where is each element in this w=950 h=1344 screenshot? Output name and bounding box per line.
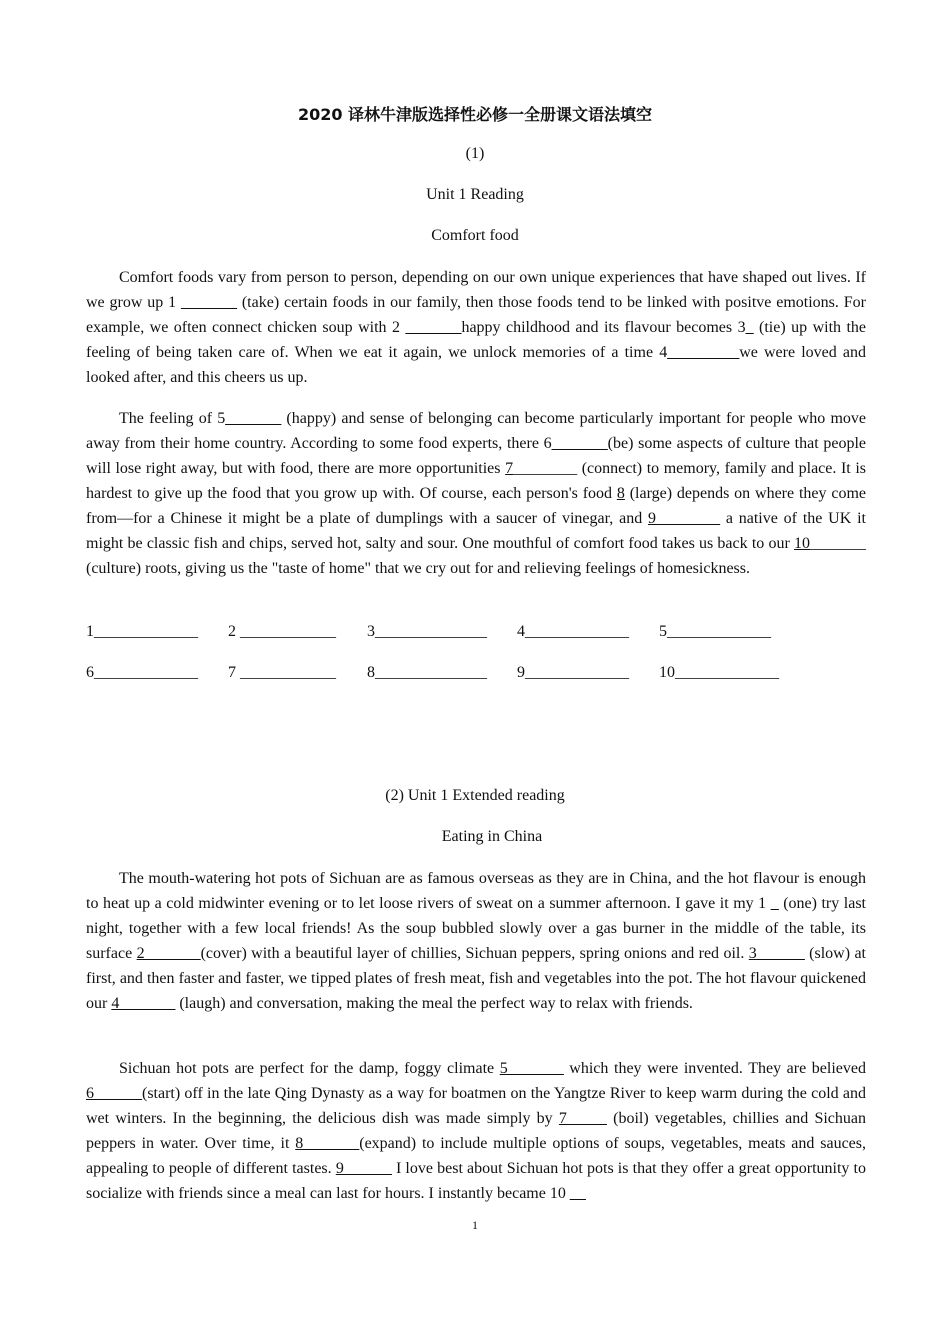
answer-slot-2[interactable]: 2 ____________ bbox=[228, 623, 336, 640]
blank-8: 8_______ bbox=[295, 1135, 360, 1152]
blank-1: _______ bbox=[180, 294, 237, 311]
text-run: (tie) up with the feeling of being taken care of. When we eat it again, we unlock memories of a time 4 bbox=[86, 319, 867, 361]
blank-9: 9______ bbox=[335, 1160, 392, 1177]
blank-2: 2_______ bbox=[136, 945, 201, 962]
text-run: (one) try last night, together with a few local friends! As the soup bubbled slowly over a gas burner in the middle of the table, its surface bbox=[86, 895, 867, 962]
text-run: (take) certain foods in our family, then those foods tend to be linked with positve emotions. For example, we often connect chicken soup with 2 bbox=[86, 294, 866, 336]
answer-slot-1[interactable]: 1_____________ bbox=[86, 623, 198, 640]
blank-5: 5_______ bbox=[499, 1060, 564, 1077]
blank-10: __ bbox=[569, 1185, 586, 1202]
section1-paragraph-2 bbox=[86, 406, 866, 581]
answer-slot-5[interactable]: 5_____________ bbox=[659, 623, 771, 640]
text-run: a native of the UK it might be classic fish and chips, served hot, salty and sour. One mouthful of comfort food takes us back to our bbox=[86, 510, 866, 552]
page-number: 1 bbox=[472, 1218, 478, 1232]
blank-3: 3______ bbox=[748, 945, 805, 962]
section2-unit: (2) Unit 1 Extended reading bbox=[385, 787, 565, 804]
blank-6: 6______ bbox=[86, 1085, 142, 1102]
blank-3: _ bbox=[745, 319, 754, 336]
blank-4: _________ bbox=[667, 344, 740, 361]
text-run: we were loved and looked after, and this cheers us up. bbox=[86, 344, 867, 386]
section1-number: (1) bbox=[465, 145, 485, 162]
text-run: (boil) vegetables, chillies and Sichuan peppers in water. Over time, it bbox=[86, 1110, 866, 1152]
blank-10: 10 bbox=[794, 535, 810, 552]
text-run: happy childhood and its flavour becomes 3 bbox=[461, 319, 746, 336]
answer-slot-8[interactable]: 8______________ bbox=[367, 664, 487, 681]
text-run: (slow) at first, and then faster and faster, we tipped plates of fresh meat, fish and vegetables into the pot. The hot flavour quickened our bbox=[86, 945, 867, 1012]
blank-1: _ bbox=[770, 895, 779, 912]
document-title: 2020 译林牛津版选择性必修一全册课文语法填空 bbox=[297, 105, 653, 124]
section1-paragraph-1 bbox=[86, 265, 866, 390]
blank-9: 9________ bbox=[648, 510, 721, 527]
text-run: Sichuan hot pots are perfect for the damp, foggy climate bbox=[119, 1060, 500, 1077]
text-run: (be) some aspects of culture that people will lose right away, but with food, there are more opportunities bbox=[86, 435, 867, 477]
text-run: (cover) with a beautiful layer of chillies, Sichuan peppers, spring onions and red oil. bbox=[200, 945, 749, 962]
answer-slot-9[interactable]: 9_____________ bbox=[517, 664, 629, 681]
text-run: Comfort foods vary from person to person, depending on our own unique experiences that have shaped out lives. If we grow up 1 bbox=[86, 269, 866, 311]
blank-5: _______ bbox=[225, 410, 282, 427]
section2-paragraph-1 bbox=[86, 866, 866, 1016]
answer-slot-3[interactable]: 3______________ bbox=[367, 623, 487, 640]
text-run: (laugh) and conversation, making the meal the perfect way to relax with friends. bbox=[175, 995, 693, 1012]
blank-7: 7 bbox=[505, 460, 514, 477]
text-run: The feeling of 5 bbox=[119, 410, 226, 427]
text-run: (happy) and sense of belonging can become particularly important for people who move away from their home country. According to some food experts, there 6 bbox=[86, 410, 866, 452]
answer-slot-4[interactable]: 4_____________ bbox=[517, 623, 629, 640]
blank-7: 7_____ bbox=[558, 1110, 607, 1127]
section1-heading: Comfort food bbox=[431, 227, 519, 244]
blank-6: _______ bbox=[551, 435, 608, 452]
text-run: which they were invented. They are believed bbox=[563, 1060, 866, 1077]
blank-8: 8 bbox=[616, 485, 625, 502]
section1-unit: Unit 1 Reading bbox=[426, 186, 524, 203]
text-run: (start) off in the late Qing Dynasty as a way for boatmen on the Yangtze River to keep warm during the cold and wet winters. In the beginning, the delicious dish was made simply by bbox=[86, 1085, 866, 1127]
text-run: ________ (connect) to memory, family and place. It is hardest to give up the food that you grow up with. Of course, each person's food bbox=[86, 460, 867, 502]
text-run: I love best about Sichuan hot pots is that they offer a great opportunity to socialize with friends since a meal can last for hours. I instantly became 10 bbox=[86, 1160, 866, 1202]
blank-2: _______ bbox=[405, 319, 462, 336]
text-run: _______ (culture) roots, giving us the "taste of home" that we cry out for and relieving feelings of homesickness. bbox=[86, 535, 866, 577]
text-run: (large) depends on where they come from—for a Chinese it might be a plate of dumplings with a saucer of vinegar, and bbox=[86, 485, 866, 527]
answer-slot-6[interactable]: 6_____________ bbox=[86, 664, 198, 681]
answer-slot-10[interactable]: 10_____________ bbox=[659, 664, 779, 681]
text-run: The mouth-watering hot pots of Sichuan are as famous overseas as they are in China, and the hot flavour is enough to heat up a cold midwinter evening or to let loose rivers of sweat on a summer afternoon. I gave it my 1 bbox=[86, 870, 866, 912]
section2-heading: Eating in China bbox=[441, 828, 543, 845]
text-run: (expand) to include multiple options of soups, vegetables, meats and sauces, appealing to people of different tastes. bbox=[86, 1135, 866, 1177]
section2-paragraph-2 bbox=[86, 1056, 866, 1206]
blank-4: 4_______ bbox=[111, 995, 176, 1012]
answer-slot-7[interactable]: 7 ____________ bbox=[228, 664, 336, 681]
